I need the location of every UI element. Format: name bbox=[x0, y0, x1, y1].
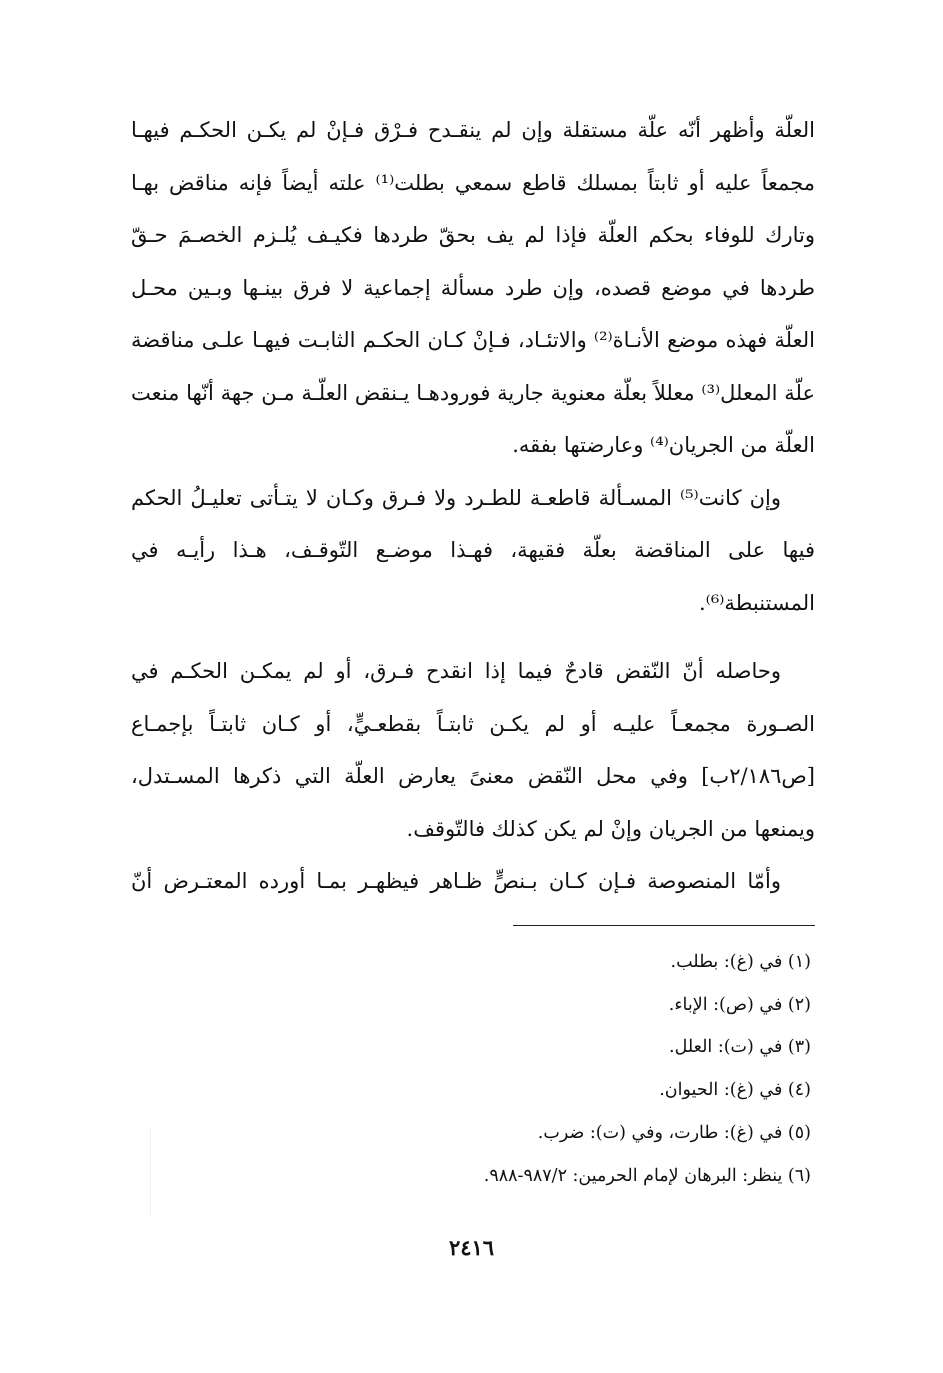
footnote-3: (٣) في (ت): العلل. bbox=[669, 1037, 811, 1058]
footnote-6: (٦) ينظر: البرهان لإمام الحرمين: ٩٨٧/٢-٩٨٨. bbox=[483, 1165, 811, 1186]
paragraph-2: وإن كانت⁽⁵⁾ المسـألة قاطعـة للطـرد ولا فـرق وكـان لا يتـأتى تعليـلُ الحكم فيها على المناقضة بعلّة فقيهة، فهـذا موضـع التّوقـف، هـذا رأيـه في المستنبطة⁽⁶⁾. bbox=[131, 485, 815, 615]
footnote-4: (٤) في (غ): الحيوان. bbox=[659, 1080, 811, 1101]
paragraph-3: وحاصله أنّ النّقض قادحٌ فيما إذا انقدح فـرق، أو لم يمكـن الحكـم في الصـورة مجمعـاً عليـه أو لم يكـن ثابتـاً بقطعـيٍّ، أو كـان ثابتـاً بإجمـاع [ص٢/١٨٦ب] وفي محل النّقض معنىً يعارض العلّة التي ذكرها المسـتدل، ويمنعها من الجريان وإنْ لم يكن كذلك فالتّوقف. bbox=[131, 659, 815, 841]
footnote-5: (٥) في (غ): طارت، وفي (ت): ضرب. bbox=[537, 1122, 811, 1143]
footnote-2: (٢) في (ص): الإباء. bbox=[668, 994, 811, 1015]
footnote-1: (١) في (غ): بطلب. bbox=[670, 952, 811, 972]
main-text bbox=[131, 104, 815, 908]
page-number: ٢٤١٦ bbox=[448, 1235, 495, 1260]
paragraph-4: وأمّا المنصوصة فـإن كـان بـنصٍّ ظـاهر فيظهـر بمـا أورده المعتـرض أنّ bbox=[131, 869, 781, 893]
paragraph-1: العلّة وأظهر أنّه علّة مستقلة وإن لم ينقـدح فـرْق فـإنْ لم يكـن الحكـم فيهـا مجمعاً عليه أو ثابتاً بمسلك قاطع سمعي بطلت⁽¹⁾ علته أيضاً فإنه مناقض بهـا وتارك للوفاء بحكم العلّة فإذا لم يف بحقّ طردها فكيـف يُلـزم الخصـمَ حـقّ طردها في موضع قصده، وإن طرد مسألة إجماعية لا فرق بينـها وبـين محـل العلّة فهذه موضع الأنـاة⁽²⁾ والاتئـاد، فـإنْ كـان الحكـم الثابـت فيهـا علـى مناقضة علّة المعلل⁽³⁾ معللاً بعلّة معنوية جارية فورودهـا يـنقض العلّـة مـن جهة أنّها منعت العلّة من الجريان⁽⁴⁾ وعارضتها بفقه. bbox=[131, 118, 815, 457]
scan-artifact-line bbox=[150, 1128, 151, 1218]
footnote-separator bbox=[513, 925, 815, 926]
footnotes bbox=[291, 941, 811, 1197]
